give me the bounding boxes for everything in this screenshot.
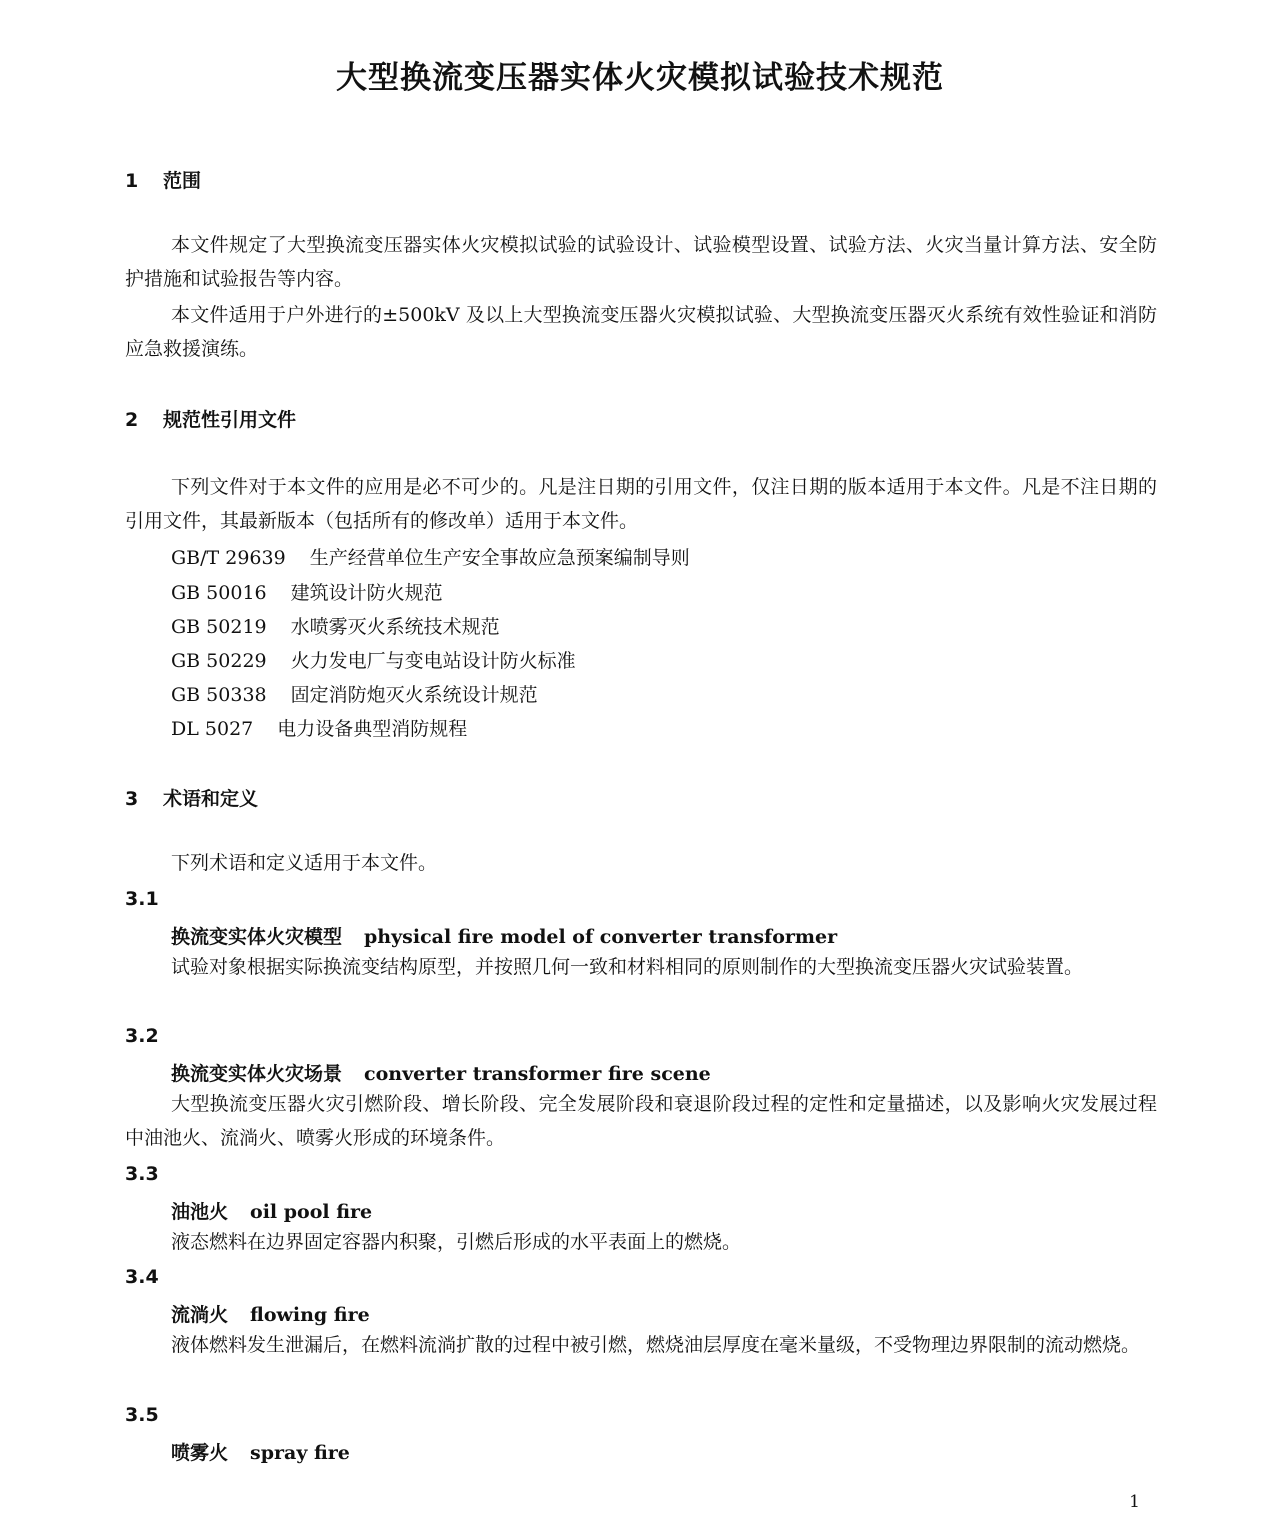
reference-name: 固定消防炮灭火系统设计规范 bbox=[290, 684, 538, 706]
scope-paragraph-2: 本文件适用于户外进行的±500kV 及以上大型换流变压器火灾模拟试验、大型换流变压器灭火系统有效性验证和消防应急救援演练。 bbox=[125, 304, 1157, 360]
section-title: 术语和定义 bbox=[163, 788, 259, 810]
term-title bbox=[171, 1059, 711, 1086]
reference-code: DL 5027 bbox=[171, 718, 254, 740]
term-title bbox=[171, 1197, 372, 1224]
term-zh: 油池火 bbox=[171, 1201, 229, 1223]
term-title bbox=[171, 922, 837, 949]
section-title: 规范性引用文件 bbox=[163, 409, 297, 431]
term-zh: 换流变实体火灾模型 bbox=[171, 926, 343, 948]
section-number: 2 bbox=[125, 409, 139, 431]
reference-name: 火力发电厂与变电站设计防火标准 bbox=[290, 650, 576, 672]
reference-name: 生产经营单位生产安全事故应急预案编制导则 bbox=[309, 547, 690, 569]
reference-code: GB 50016 bbox=[171, 582, 267, 604]
references-intro: 下列文件对于本文件的应用是必不可少的。凡是注日期的引用文件，仅注日期的版本适用于本文件。凡是不注日期的引用文件，其最新版本（包括所有的修改单）适用于本文件。 bbox=[125, 476, 1157, 532]
reference-code: GB/T 29639 bbox=[171, 547, 286, 569]
reference-code: GB 50219 bbox=[171, 616, 267, 638]
reference-name: 电力设备典型消防规程 bbox=[277, 718, 468, 740]
reference-item bbox=[171, 578, 443, 605]
reference-code: GB 50229 bbox=[171, 650, 267, 672]
term-title bbox=[171, 1300, 370, 1327]
term-zh: 换流变实体火灾场景 bbox=[171, 1063, 343, 1085]
reference-code: GB 50338 bbox=[171, 684, 267, 706]
term-definition: 试验对象根据实际换流变结构原型，并按照几何一致和材料相同的原则制作的大型换流变压器火灾试验装置。 bbox=[171, 956, 1084, 978]
term-number: 3.4 bbox=[125, 1266, 159, 1288]
reference-name: 建筑设计防火规范 bbox=[290, 582, 443, 604]
reference-name: 水喷雾灭火系统技术规范 bbox=[290, 616, 500, 638]
reference-item bbox=[171, 680, 538, 707]
term-en: converter transformer fire scene bbox=[364, 1063, 711, 1085]
term-title bbox=[171, 1438, 350, 1465]
term-definition: 大型换流变压器火灾引燃阶段、增长阶段、完全发展阶段和衰退阶段过程的定性和定量描述，以及影响火灾发展过程中油池火、流淌火、喷雾火形成的环境条件。 bbox=[125, 1093, 1157, 1149]
term-en: spray fire bbox=[250, 1442, 350, 1464]
section-number: 3 bbox=[125, 788, 139, 810]
section-1-heading bbox=[125, 166, 201, 193]
reference-item bbox=[171, 646, 576, 673]
term-zh: 流淌火 bbox=[171, 1304, 229, 1326]
section-2-heading bbox=[125, 405, 296, 432]
reference-item bbox=[171, 714, 467, 741]
section-3-heading bbox=[125, 784, 258, 811]
term-definition: 液体燃料发生泄漏后，在燃料流淌扩散的过程中被引燃，燃烧油层厚度在毫米量级，不受物理边界限制的流动燃烧。 bbox=[171, 1334, 1141, 1356]
term-zh: 喷雾火 bbox=[171, 1442, 229, 1464]
document-title: 大型换流变压器实体火灾模拟试验技术规范 bbox=[336, 60, 944, 96]
scope-paragraph-1: 本文件规定了大型换流变压器实体火灾模拟试验的试验设计、试验模型设置、试验方法、火灾当量计算方法、安全防护措施和试验报告等内容。 bbox=[125, 234, 1157, 290]
page-number: 1 bbox=[1129, 1492, 1140, 1512]
term-en: oil pool fire bbox=[250, 1201, 373, 1223]
reference-item bbox=[171, 612, 500, 639]
section-number: 1 bbox=[125, 170, 139, 192]
term-definition: 液态燃料在边界固定容器内积聚，引燃后形成的水平表面上的燃烧。 bbox=[171, 1231, 742, 1253]
term-number: 3.1 bbox=[125, 888, 159, 910]
section-title: 范围 bbox=[163, 170, 202, 192]
reference-item bbox=[171, 543, 690, 570]
term-number: 3.3 bbox=[125, 1163, 159, 1185]
term-number: 3.2 bbox=[125, 1025, 159, 1047]
term-en: flowing fire bbox=[250, 1304, 370, 1326]
term-en: physical fire model of converter transformer bbox=[364, 926, 838, 948]
term-number: 3.5 bbox=[125, 1404, 159, 1426]
terms-intro: 下列术语和定义适用于本文件。 bbox=[171, 852, 438, 874]
